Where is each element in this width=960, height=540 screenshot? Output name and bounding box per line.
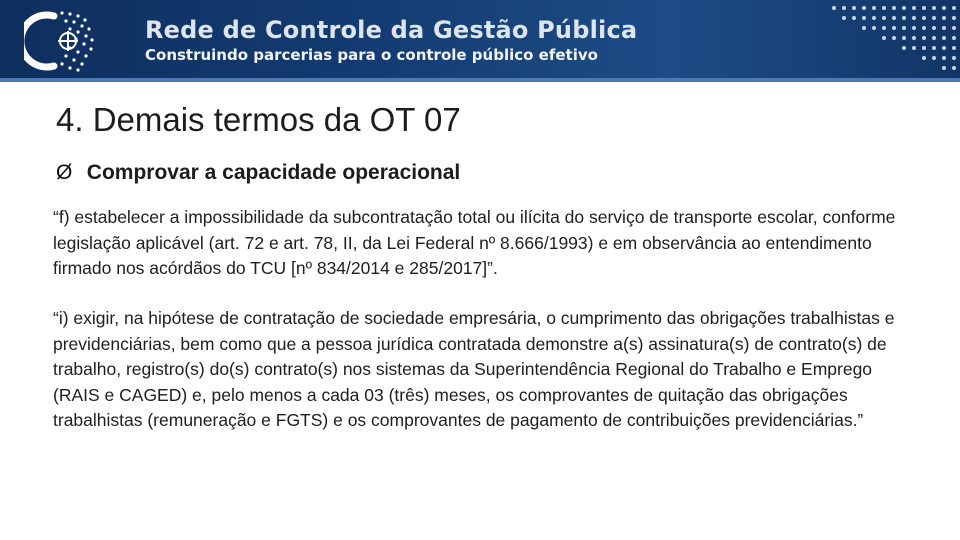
rede-controle-logo	[24, 4, 100, 78]
banner-title: Rede de Controle da Gestão Pública	[145, 16, 638, 44]
paragraph-i: “i) exigir, na hipótese de contratação de sociedade empresária, o cumprimento das obrigações trabalhistas e previdenciárias, bem como que a pessoa jurídica contratada demonstre a(s) assinatura(s) de contrato(s) de trabalho, registro(s) do(s) contrato(s) nos sistemas da Superintendência Regional do Trabalho e Emprego (RAIS e CAGED) e, pelo menos a cada 03 (três) meses, os comprovantes de quitação das obrigações trabalhistas (remuneração e FGTS) e os comprovantes de pagamento de contribuições previdenciárias.”	[53, 308, 895, 431]
decorative-dots	[820, 0, 960, 82]
banner-subtitle: Construindo parcerias para o controle público efetivo	[145, 46, 598, 64]
bullet-text: Comprovar a capacidade operacional	[86, 161, 461, 184]
bullet-item	[56, 161, 460, 185]
banner-divider	[0, 78, 960, 82]
paragraph-f: “f) estabelecer a impossibilidade da subcontratação total ou ilícita do serviço de transporte escolar, conforme legislação aplicável (art. 72 e art. 78, II, da Lei Federal nº 8.666/1993) e em observância ao entendimento firmado nos acórdãos do TCU [nº 834/2014 e 285/2017]”.	[53, 207, 896, 279]
arrow-bullet-icon: Ø	[56, 161, 73, 184]
slide-heading: 4. Demais termos da OT 07	[56, 101, 461, 138]
header-banner	[0, 0, 960, 82]
